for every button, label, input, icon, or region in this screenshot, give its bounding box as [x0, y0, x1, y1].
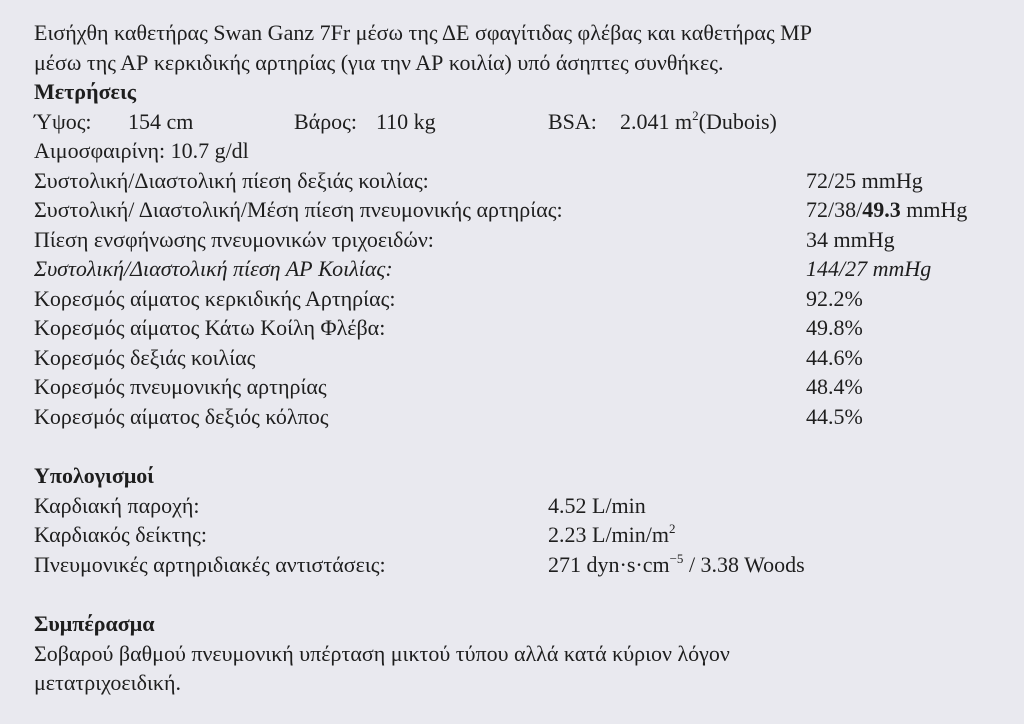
- measurement-label: Συστολική/Διαστολική πίεση ΑΡ Κοιλίας:: [34, 256, 393, 281]
- pvr-woods: / 3.38 Woods: [683, 551, 805, 577]
- measurement-row: [34, 166, 1004, 196]
- anthropometrics-row: [34, 107, 1004, 137]
- intro-line-2: μέσω της ΑΡ κερκιδικής αρτηρίας (για την ΑΡ κοιλία) υπό άσηπτες συνθήκες.: [34, 49, 724, 75]
- measurement-row: [34, 195, 1004, 225]
- measurement-row: [34, 343, 1004, 373]
- measurement-value: 44.6%: [806, 344, 863, 370]
- measurement-row: [34, 402, 1004, 432]
- calculation-row: [34, 491, 1004, 521]
- pvr-number: 271 dyn·s·cm: [548, 551, 670, 577]
- pvr-value: [548, 550, 805, 580]
- measurement-label: Συστολική/ Διαστολική/Μέση πίεση πνευμονικής αρτηρίας:: [34, 197, 563, 222]
- mean-pressure-value: 49.3: [862, 197, 901, 222]
- spacer: [34, 579, 1004, 609]
- measurement-row: [34, 254, 1004, 284]
- measurement-value: 44.5%: [806, 403, 863, 429]
- measurement-label: Κορεσμός πνευμονικής αρτηρίας: [34, 374, 327, 399]
- measurement-label: Κορεσμός αίματος κερκιδικής Αρτηρίας:: [34, 285, 396, 311]
- conclusion-line-1: Σοβαρού βαθμού πνευμονική υπέρταση μικτού τύπου αλλά κατά κύριον λόγον: [34, 640, 730, 666]
- measurement-value: 144/27 mmHg: [806, 256, 932, 281]
- weight-label: Βάρος:: [294, 108, 358, 134]
- cardiac-index-label: Καρδιακός δείκτης:: [34, 522, 207, 547]
- measurement-value: [806, 195, 967, 225]
- height-label: Ύψος:: [34, 108, 92, 134]
- measurement-row: [34, 372, 1004, 402]
- hemoglobin-line: Αιμοσφαιρίνη: 10.7 g/dl: [34, 138, 249, 163]
- measurement-row: [34, 313, 1004, 343]
- document: [34, 18, 1004, 698]
- bsa-exponent: 2: [692, 107, 699, 123]
- bsa-label: BSA:: [548, 108, 597, 134]
- spacer: [34, 431, 1004, 461]
- measurement-value: 49.8%: [806, 315, 863, 340]
- conclusion-line-2: μετατριχοειδική.: [34, 670, 181, 695]
- measurement-value: 92.2%: [806, 285, 863, 311]
- measurement-row: [34, 225, 1004, 255]
- value-unit: mmHg: [900, 197, 968, 222]
- calculation-row: [34, 550, 1004, 580]
- measurements-heading: Μετρήσεις: [34, 79, 137, 104]
- conclusion-heading: Συμπέρασμα: [34, 611, 155, 636]
- cardiac-index-exponent: 2: [669, 521, 676, 536]
- calculations-heading: Υπολογισμοί: [34, 463, 155, 488]
- measurement-label: Κορεσμός αίματος δεξιός κόλπος: [34, 403, 329, 429]
- measurement-label: Κορεσμός αίματος Κάτω Κοίλη Φλέβα:: [34, 315, 386, 340]
- measurement-row: [34, 284, 1004, 314]
- measurement-label: Πίεση ενσφήνωσης πνευμονικών τριχοειδών:: [34, 226, 434, 252]
- height-value: 154 cm: [128, 108, 194, 134]
- intro-line-1: Εισήχθη καθετήρας Swan Ganz 7Fr μέσω της ΔΕ σφαγίτιδας φλέβας και καθετήρας ΜΡ: [34, 20, 812, 45]
- value-prefix: 72/38/: [806, 197, 863, 222]
- measurement-label: Συστολική/Διαστολική πίεση δεξιάς κοιλίας:: [34, 167, 429, 193]
- pvr-exponent: −5: [669, 550, 684, 566]
- measurement-value: 34 mmHg: [806, 226, 895, 252]
- cardiac-index-number: 2.23 L/min/m: [548, 522, 669, 547]
- bsa-number: 2.041 m: [620, 108, 693, 134]
- weight-value: 110 kg: [376, 108, 436, 134]
- cardiac-index-value: [548, 520, 676, 550]
- cardiac-output-label: Καρδιακή παροχή:: [34, 492, 200, 518]
- measurement-value: 48.4%: [806, 374, 863, 399]
- pvr-label: Πνευμονικές αρτηριδιακές αντιστάσεις:: [34, 551, 386, 577]
- measurement-value: 72/25 mmHg: [806, 167, 923, 193]
- cardiac-output-value: 4.52 L/min: [548, 492, 646, 518]
- bsa-value: [620, 107, 777, 137]
- calculation-row: [34, 520, 1004, 550]
- bsa-method: (Dubois): [698, 108, 777, 134]
- measurement-label: Κορεσμός δεξιάς κοιλίας: [34, 344, 256, 370]
